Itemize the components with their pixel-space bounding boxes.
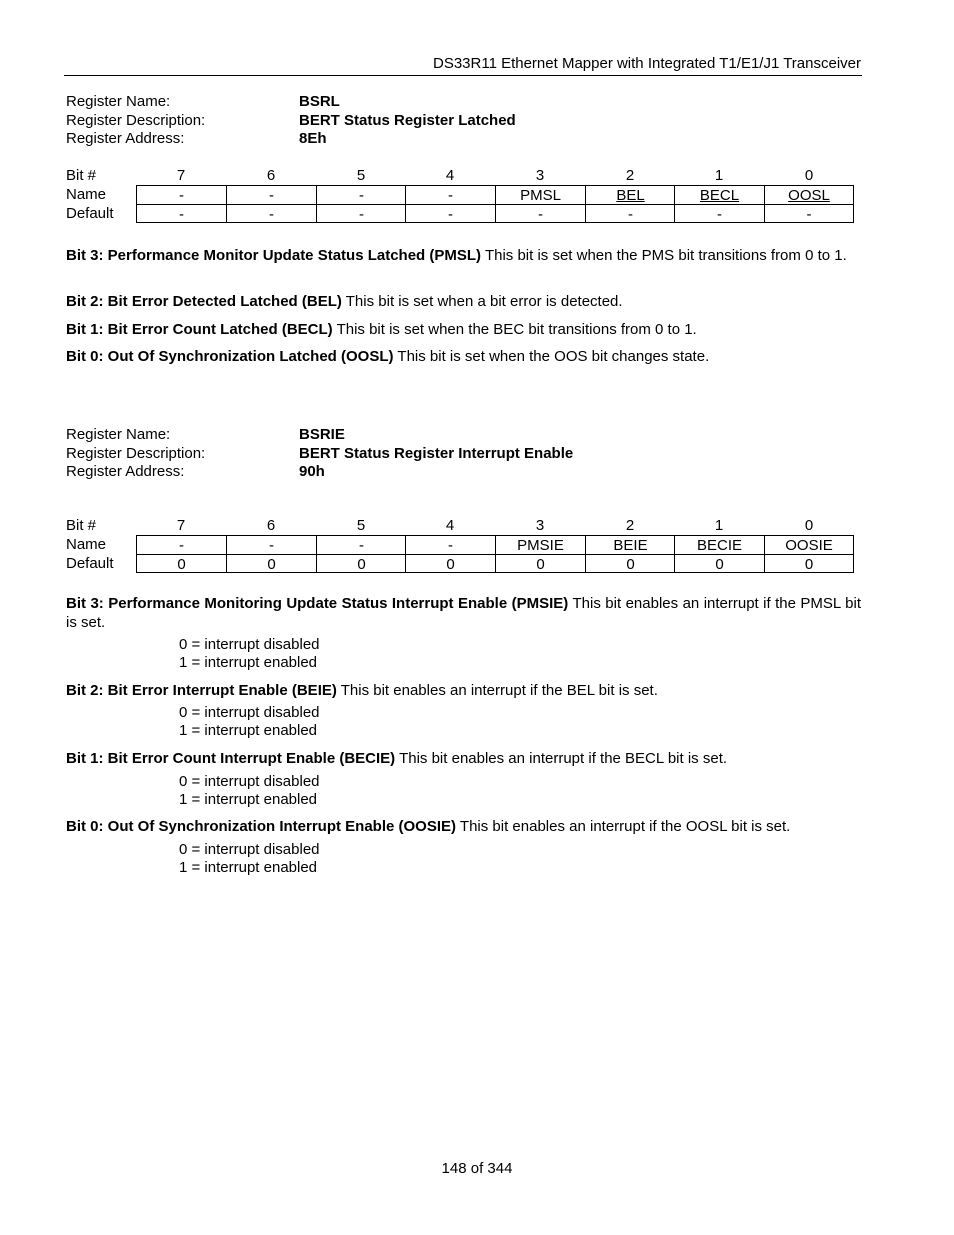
bit-name-cell: - xyxy=(136,185,226,204)
register-name-value: BSRL xyxy=(299,93,340,110)
bit-number-cell: 2 xyxy=(625,167,635,184)
bit-description-text: This bit is set when the OOS bit changes state. xyxy=(393,348,710,365)
bit-name-cell: PMSL xyxy=(495,185,585,204)
bit-description-heading: Bit 0: Out Of Synchronization Latched (OOSL) xyxy=(66,348,394,365)
bit-default-cell: - xyxy=(136,204,226,223)
register-info-bsrl xyxy=(66,93,856,149)
register-info-bsrie xyxy=(66,426,856,482)
bit-number-cell: 7 xyxy=(176,517,186,534)
register-address-value: 8Eh xyxy=(299,130,327,147)
bit-number-cell: 7 xyxy=(176,167,186,184)
bit-name-text: OOSL xyxy=(788,187,830,204)
bit-description-heading: Bit 2: Bit Error Detected Latched (BEL) xyxy=(66,293,342,310)
bit-default-cell: 0 xyxy=(405,554,495,573)
bit-number-cell: 2 xyxy=(625,517,635,534)
bit-name-cell: OOSIE xyxy=(764,535,854,554)
option-disabled: 0 = interrupt disabled xyxy=(179,841,320,858)
option-enabled: 1 = interrupt enabled xyxy=(179,791,318,808)
bit-number-cell: 5 xyxy=(356,517,366,534)
bit-default-cell: - xyxy=(674,204,764,223)
register-description-value: BERT Status Register Latched xyxy=(299,111,516,129)
header-divider xyxy=(64,75,862,76)
default-row-label: Default xyxy=(66,555,114,572)
bit-description xyxy=(66,293,861,312)
bit-name-text: BEL xyxy=(616,187,645,204)
bit-name-cell: - xyxy=(226,535,316,554)
bit-number-cell: 1 xyxy=(714,517,724,534)
bit-default-cell: - xyxy=(316,204,406,223)
bit-name-cell xyxy=(585,185,675,204)
register-name-label: Register Name: xyxy=(66,93,171,110)
bit-default-cell: 0 xyxy=(495,554,585,573)
page-number: 148 of 344 xyxy=(441,1160,513,1177)
bit-name-cell: - xyxy=(405,185,495,204)
bit-default-cell: - xyxy=(585,204,675,223)
bit-description-heading: Bit 2: Bit Error Interrupt Enable (BEIE) xyxy=(66,682,337,699)
bit-name-cell: - xyxy=(316,535,406,554)
bit-name-text: BECL xyxy=(699,187,740,204)
bit-default-cell: 0 xyxy=(226,554,316,573)
option-enabled: 1 = interrupt enabled xyxy=(179,859,318,876)
option-disabled: 0 = interrupt disabled xyxy=(179,773,320,790)
bit-description xyxy=(66,818,861,837)
register-address-label: Register Address: xyxy=(66,463,185,480)
bit-number-cell: 6 xyxy=(266,167,276,184)
option-enabled: 1 = interrupt enabled xyxy=(179,722,318,739)
bit-description-text: This bit is set when the PMS bit transitions from 0 to 1. xyxy=(481,247,847,264)
document-header-title: DS33R11 Ethernet Mapper with Integrated T1/E1/J1 Transceiver xyxy=(432,55,861,72)
bit-default-cell: 0 xyxy=(764,554,854,573)
name-row-label: Name xyxy=(66,536,107,553)
bit-description xyxy=(66,321,861,340)
option-disabled: 0 = interrupt disabled xyxy=(179,704,320,721)
bit-name-cell xyxy=(764,185,854,204)
bit-number-cell: 0 xyxy=(804,517,814,534)
bit-number-cell: 5 xyxy=(356,167,366,184)
bit-number-cell: 4 xyxy=(445,167,455,184)
default-row-label: Default xyxy=(66,205,114,222)
register-address-label: Register Address: xyxy=(66,130,185,147)
name-row-label: Name xyxy=(66,186,107,203)
register-name-label: Register Name: xyxy=(66,426,171,443)
bit-number-cell: 6 xyxy=(266,517,276,534)
bit-number-cell: 3 xyxy=(535,517,545,534)
bit-description-text: This bit enables an interrupt if the PMSL bit is set. xyxy=(66,595,862,631)
bit-name-cell xyxy=(674,185,764,204)
bit-description-heading: Bit 0: Out Of Synchronization Interrupt Enable (OOSIE) xyxy=(66,818,457,835)
bit-description xyxy=(66,247,861,266)
bit-description xyxy=(66,595,861,632)
register-description-label: Register Description: xyxy=(66,444,206,462)
register-description-value: BERT Status Register Interrupt Enable xyxy=(299,444,574,462)
bit-default-cell: 0 xyxy=(136,554,226,573)
bit-name-cell: - xyxy=(136,535,226,554)
bit-number-cell: 3 xyxy=(535,167,545,184)
register-address-value: 90h xyxy=(299,463,325,480)
bit-name-cell: BEIE xyxy=(585,535,675,554)
bit-number-cell: 1 xyxy=(714,167,724,184)
bit-row-label: Bit # xyxy=(66,517,97,534)
bit-name-cell: - xyxy=(226,185,316,204)
option-disabled: 0 = interrupt disabled xyxy=(179,636,320,653)
bit-default-cell: - xyxy=(495,204,585,223)
bit-description-heading: Bit 3: Performance Monitor Update Status Latched (PMSL) xyxy=(66,247,482,264)
bit-default-cell: - xyxy=(764,204,854,223)
bit-description xyxy=(66,750,861,769)
bit-name-cell: - xyxy=(405,535,495,554)
register-description-label: Register Description: xyxy=(66,111,206,129)
bit-row-label: Bit # xyxy=(66,167,97,184)
bit-name-cell: PMSIE xyxy=(495,535,585,554)
bit-default-cell: - xyxy=(226,204,316,223)
bit-default-cell: 0 xyxy=(585,554,675,573)
bit-description xyxy=(66,682,861,701)
bit-description-text: This bit is set when a bit error is detected. xyxy=(341,293,623,310)
bit-number-cell: 4 xyxy=(445,517,455,534)
bit-default-cell: 0 xyxy=(674,554,764,573)
bit-description-text: This bit is set when the BEC bit transitions from 0 to 1. xyxy=(332,321,697,338)
bit-default-cell: - xyxy=(405,204,495,223)
bit-description-text: This bit enables an interrupt if the BECL bit is set. xyxy=(395,750,728,767)
register-name-value: BSRIE xyxy=(299,426,345,443)
bit-name-cell: - xyxy=(316,185,406,204)
bit-description-text: This bit enables an interrupt if the BEL bit is set. xyxy=(336,682,658,699)
bit-description-heading: Bit 1: Bit Error Count Interrupt Enable (BECIE) xyxy=(66,750,396,767)
option-enabled: 1 = interrupt enabled xyxy=(179,654,318,671)
bit-description-heading: Bit 1: Bit Error Count Latched (BECL) xyxy=(66,321,333,338)
bit-description-heading: Bit 3: Performance Monitoring Update Status Interrupt Enable (PMSIE) xyxy=(66,595,569,612)
bit-name-cell: BECIE xyxy=(674,535,764,554)
bit-description xyxy=(66,348,861,367)
bit-description-text: This bit enables an interrupt if the OOSL bit is set. xyxy=(456,818,791,835)
bit-number-cell: 0 xyxy=(804,167,814,184)
bit-default-cell: 0 xyxy=(316,554,406,573)
